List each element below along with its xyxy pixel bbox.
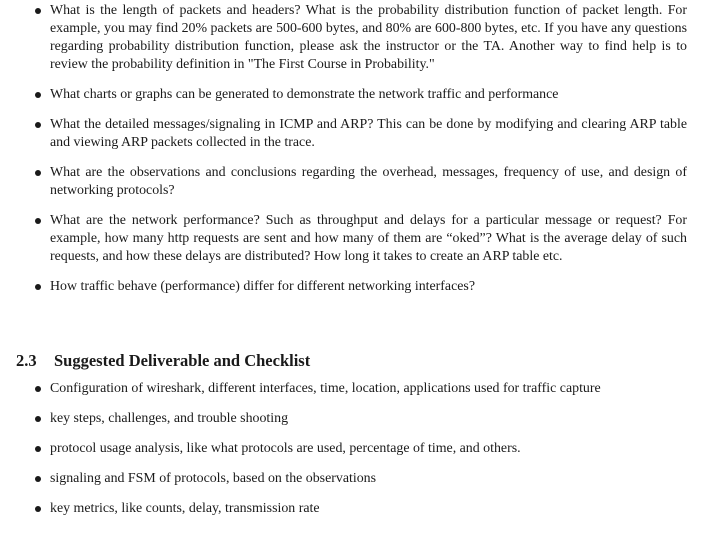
checklist: [0, 380, 701, 530]
section-heading: [16, 351, 310, 371]
bullet-icon: [35, 218, 41, 224]
list-item-text: key steps, challenges, and trouble shooting: [50, 411, 289, 426]
list-item-text: key metrics, like counts, delay, transmission rate: [50, 501, 320, 516]
list-item: [0, 380, 701, 398]
list-item: [0, 86, 701, 104]
list-item-text: What the detailed messages/signaling in ICMP and ARP? This can be done by modifying and clearing ARP table and viewing ARP packets collected in the trace.: [50, 117, 687, 150]
list-item-text: How traffic behave (performance) differ for different networking interfaces?: [50, 279, 475, 294]
bullet-icon: [35, 476, 41, 482]
list-item: [0, 278, 701, 296]
bullet-icon: [35, 386, 41, 392]
list-item-text: What charts or graphs can be generated to demonstrate the network traffic and performance: [50, 87, 559, 102]
list-item-text: What is the length of packets and headers? What is the probability distribution function of packet length. For example, you may find 20% packets are 500-600 bytes, and 80% are 600-800 bytes, etc. If you have any questions regarding probability distribution function, please ask the instructor or the TA. Another way to find help is to review the probability definition in "The First Course in Probability.": [50, 3, 687, 72]
list-item-text: protocol usage analysis, like what protocols are used, percentage of time, and others.: [50, 441, 521, 456]
list-item: [0, 2, 701, 74]
list-item: [0, 212, 701, 266]
list-item: [0, 410, 701, 428]
list-item: [0, 164, 701, 200]
questions-list: [0, 2, 701, 308]
bullet-icon: [35, 284, 41, 290]
bullet-icon: [35, 416, 41, 422]
bullet-icon: [35, 506, 41, 512]
bullet-icon: [35, 8, 41, 14]
bullet-icon: [35, 170, 41, 176]
list-item-text: What are the observations and conclusions regarding the overhead, messages, frequency of use, and design of networking protocols?: [50, 165, 687, 198]
list-item: [0, 116, 701, 152]
bullet-icon: [35, 446, 41, 452]
list-item-text: signaling and FSM of protocols, based on the observations: [50, 471, 377, 486]
list-item-text: What are the network performance? Such as throughput and delays for a particular message or request? For example, how many http requests are sent and how many of them are “oked”? What is the average delay of such requests, and how these delays are distributed? How long it takes to create an ARP table etc.: [50, 213, 687, 264]
bullet-icon: [35, 92, 41, 98]
list-item: [0, 440, 701, 458]
list-item-text: Configuration of wireshark, different interfaces, time, location, applications used for traffic capture: [50, 381, 601, 396]
bullet-icon: [35, 122, 41, 128]
section-title: Suggested Deliverable and Checklist: [54, 351, 311, 370]
section-number: 2.3: [16, 351, 37, 370]
list-item: [0, 500, 701, 518]
list-item: [0, 470, 701, 488]
